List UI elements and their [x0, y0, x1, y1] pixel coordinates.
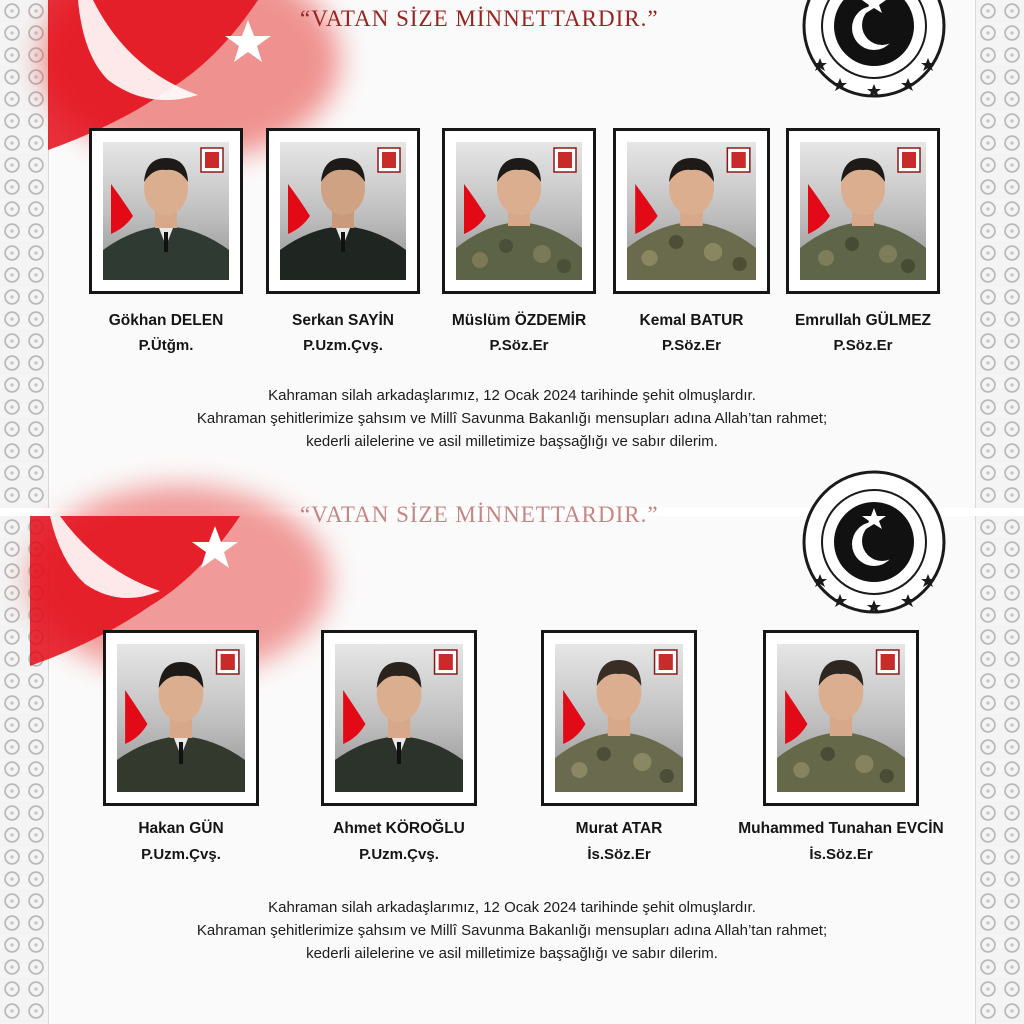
photo-frame: [103, 630, 259, 806]
photo-frame: [763, 630, 919, 806]
message-line: Kahraman silah arkadaşlarımız, 12 Ocak 2024 tarihinde şehit olmuşlardır.: [268, 387, 756, 404]
soldier-card: [103, 630, 259, 863]
soldier-name: Kemal BATUR: [639, 312, 744, 329]
motto-text: “VATAN SİZE MİNNETTARDIR.”: [300, 6, 659, 31]
soldier-photo: [456, 142, 582, 280]
ornamental-border-right: [975, 0, 1024, 508]
message-line: Kahraman şehitlerimize şahsım ve Millî Savunma Bakanlığı mensupları adına Allah’tan rahmet;: [196, 410, 828, 427]
soldier-name: Emrullah GÜLMEZ: [794, 312, 932, 329]
condolence-message: [90, 896, 934, 965]
photo-frame: [442, 128, 596, 294]
soldier-rank: İs.Söz.Er: [809, 846, 873, 863]
soldier-name: Gökhan DELEN: [108, 312, 224, 329]
photo-frame: [613, 128, 770, 294]
photo-frame: [266, 128, 420, 294]
photo-frame: [541, 630, 697, 806]
soldier-card: [786, 128, 940, 354]
soldier-photo: [335, 644, 463, 792]
soldier-name: Murat ATAR: [575, 820, 663, 837]
soldier-photo: [103, 142, 229, 280]
soldier-name: Hakan GÜN: [138, 820, 224, 837]
soldier-photo: [555, 644, 683, 792]
soldier-name: Serkan SAYİN: [292, 312, 394, 329]
soldier-name: Ahmet KÖROĞLU: [333, 820, 465, 837]
condolence-card-bottom: [0, 502, 1024, 1024]
soldier-card: [321, 630, 477, 863]
message-line: Kahraman şehitlerimize şahsım ve Millî Savunma Bakanlığı mensupları adına Allah’tan rahmet;: [196, 922, 828, 939]
motto-text: “VATAN SİZE MİNNETTARDIR.”: [300, 502, 659, 527]
soldier-rank: P.Söz.Er: [833, 337, 893, 354]
soldier-rank: P.Ütğm.: [138, 337, 194, 354]
soldier-photo: [777, 644, 905, 792]
photo-frame: [321, 630, 477, 806]
ministry-emblem-icon: [800, 514, 948, 614]
soldier-rank: P.Söz.Er: [662, 337, 721, 354]
soldier-photo: [117, 644, 245, 792]
condolence-message: [90, 384, 934, 453]
soldier-rank: P.Uzm.Çvş.: [141, 846, 221, 863]
soldier-card: [738, 630, 944, 863]
soldier-card: [613, 128, 770, 354]
soldier-card: [442, 128, 596, 354]
soldier-rank: P.Söz.Er: [489, 337, 549, 354]
soldier-rank: İs.Söz.Er: [587, 846, 651, 863]
soldier-photo: [800, 142, 926, 280]
message-line: kederli ailelerine ve asil milletimize başsağlığı ve sabır dilerim.: [306, 433, 718, 450]
ministry-emblem-icon: [800, 0, 948, 98]
photo-frame: [786, 128, 940, 294]
soldier-rank: P.Uzm.Çvş.: [303, 337, 383, 354]
condolence-card-top: [0, 0, 1024, 508]
message-line: kederli ailelerine ve asil milletimize başsağlığı ve sabır dilerim.: [306, 945, 718, 962]
soldier-photo: [627, 142, 756, 280]
soldier-photo: [280, 142, 406, 280]
soldier-card: [89, 128, 243, 354]
photo-frame: [89, 128, 243, 294]
ornamental-border-right: [975, 516, 1024, 1024]
soldier-rank: P.Uzm.Çvş.: [359, 846, 439, 863]
soldier-name: Muhammed Tunahan EVCİN: [738, 820, 944, 837]
message-line: Kahraman silah arkadaşlarımız, 12 Ocak 2024 tarihinde şehit olmuşlardır.: [268, 899, 756, 916]
soldier-name: Müslüm ÖZDEMİR: [451, 312, 587, 329]
soldier-card: [266, 128, 420, 354]
soldier-card: [541, 630, 697, 863]
